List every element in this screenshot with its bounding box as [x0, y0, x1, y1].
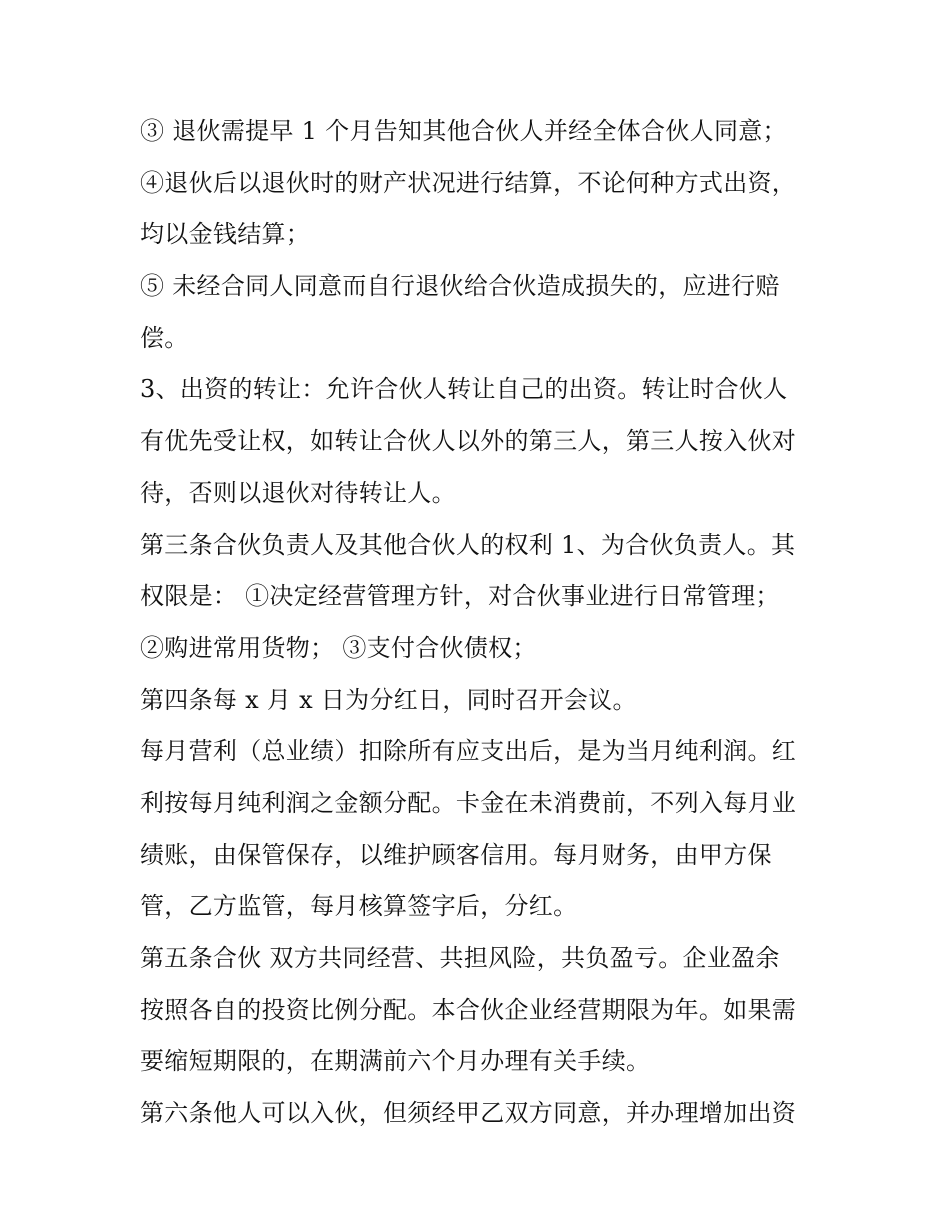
text-line: 按照各自的投资比例分配。本合伙企业经营期限为年。如果需	[140, 995, 797, 1024]
text-line: 第五条合伙 双方共同经营、共担风险，共负盈亏。企业盈余	[140, 944, 780, 972]
text-line: 要缩短期限的，在期满前六个月办理有关手续。	[140, 1047, 651, 1076]
text-line: 第三条合伙负责人及其他合伙人的权利 1、为合伙负责人。其	[140, 530, 796, 559]
text-line: 权限是： ①决定经营管理方针，对合伙事业进行日常管理；	[140, 582, 780, 611]
text-line: 3、出资的转让：允许合伙人转让自己的出资。转让时合伙人	[140, 375, 788, 404]
text-line: 每月营利（总业绩）扣除所有应支出后，是为当月纯利润。红	[140, 737, 797, 766]
text-line: 有优先受让权，如转让合伙人以外的第三人，第三人按入伙对	[140, 427, 797, 456]
text-line: ⑤ 未经合同人同意而自行退伙给合伙造成损失的，应进行赔	[140, 272, 780, 301]
text-line: ②购进常用货物； ③支付合伙债权；	[140, 633, 537, 662]
text-line: 绩账，由保管保存，以维护顾客信用。每月财务，由甲方保	[140, 840, 772, 869]
text-line: 均以金钱结算；	[140, 220, 311, 249]
text-line: 第六条他人可以入伙，但须经甲乙双方同意，并办理增加出资	[140, 1099, 797, 1128]
text-line: 管，乙方监管，每月核算签字后，分红。	[140, 892, 578, 921]
text-line: ④退伙后以退伙时的财产状况进行结算，不论何种方式出资，	[140, 168, 797, 197]
document-body	[140, 110, 820, 1144]
text-line: 利按每月纯利润之金额分配。卡金在未消费前，不列入每月业	[140, 788, 797, 817]
text-line: ③ 退伙需提早 1 个月告知其他合伙人并经全体合伙人同意；	[140, 117, 787, 145]
text-line: 偿。	[140, 323, 189, 352]
text-line: 待，否则以退伙对待转让人。	[140, 478, 456, 507]
text-line: 第四条每 x 月 x 日为分红日，同时召开会议。	[140, 685, 637, 714]
